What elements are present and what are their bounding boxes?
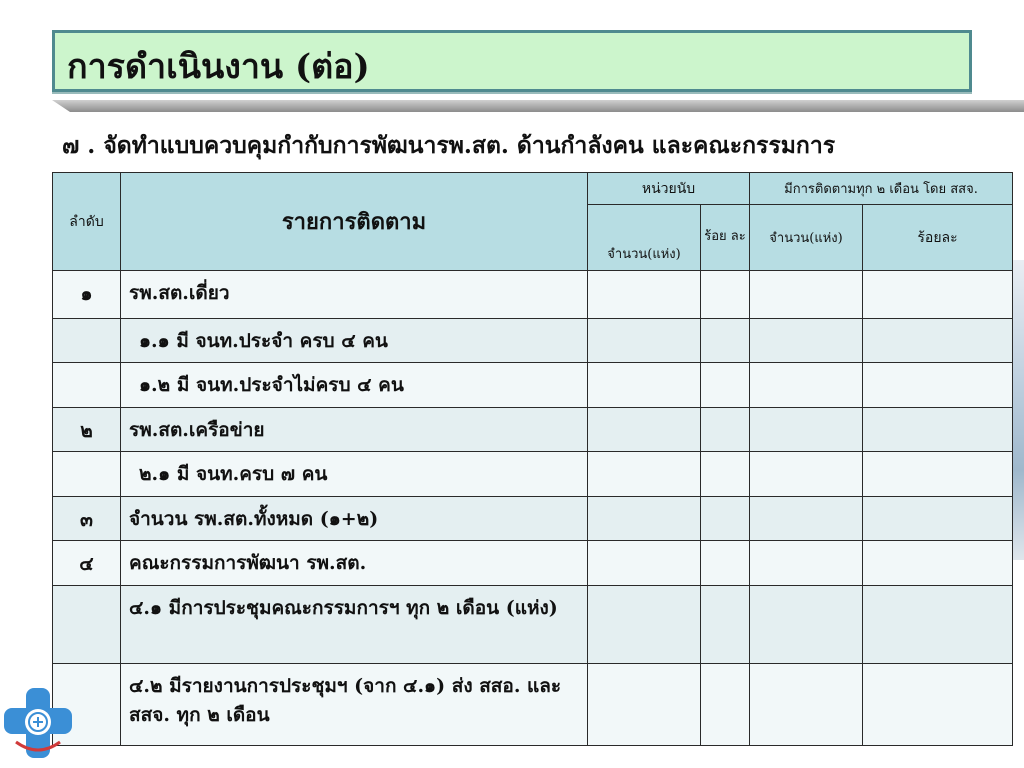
- health-cross-logo-icon: [2, 684, 74, 764]
- cell-empty: [863, 407, 1013, 451]
- row-item: ๔.๒ มีรายงานการประชุมฯ (จาก ๔.๑) ส่ง สสอ. และ สสจ. ทุก ๒ เดือน: [121, 663, 588, 745]
- table-row: [53, 363, 1013, 407]
- header-follow-group: มีการติดตามทุก ๒ เดือน โดย สสจ.: [750, 173, 1013, 205]
- header-unit-count: จำนวน(แห่ง): [588, 205, 701, 271]
- row-item: ๑.๑ มี จนท.ประจำ ครบ ๔ คน: [121, 319, 588, 363]
- header-unit-group: หน่วยนับ: [588, 173, 750, 205]
- row-item: รพ.สต.เดี่ยว: [121, 271, 588, 319]
- cell-empty: [863, 585, 1013, 663]
- cell-empty: [750, 271, 863, 319]
- row-number: ๔: [53, 541, 121, 585]
- cell-empty: [750, 541, 863, 585]
- row-item: ๔.๑ มีการประชุมคณะกรรมการฯ ทุก ๒ เดือน (แห่ง): [121, 585, 588, 663]
- cell-empty: [701, 585, 750, 663]
- table-row: [53, 541, 1013, 585]
- row-number: [53, 363, 121, 407]
- row-item: ๒.๑ มี จนท.ครบ ๗ คน: [121, 452, 588, 496]
- row-item: รพ.สต.เครือข่าย: [121, 407, 588, 451]
- row-number: [53, 585, 121, 663]
- row-number: [53, 452, 121, 496]
- cell-empty: [701, 663, 750, 745]
- cell-empty: [701, 496, 750, 540]
- cell-empty: [750, 452, 863, 496]
- slide-subtitle: ๗ . จัดทำแบบควบคุมกำกับการพัฒนารพ.สต. ด้านกำลังคน และคณะกรรมการ: [62, 132, 836, 159]
- cell-empty: [588, 363, 701, 407]
- table-row: [53, 585, 1013, 663]
- cell-empty: [588, 319, 701, 363]
- row-number: ๓: [53, 496, 121, 540]
- cell-empty: [588, 452, 701, 496]
- row-number: ๒: [53, 407, 121, 451]
- cell-empty: [701, 407, 750, 451]
- cell-empty: [588, 585, 701, 663]
- cell-empty: [701, 452, 750, 496]
- cell-empty: [863, 271, 1013, 319]
- header-follow-count: จำนวน(แห่ง): [750, 205, 863, 271]
- table-row: [53, 452, 1013, 496]
- cell-empty: [701, 363, 750, 407]
- table-row: [53, 319, 1013, 363]
- cell-empty: [863, 541, 1013, 585]
- cell-empty: [750, 585, 863, 663]
- cell-empty: [588, 496, 701, 540]
- cell-empty: [863, 319, 1013, 363]
- title-underline-bar: [52, 100, 1024, 112]
- cell-empty: [750, 363, 863, 407]
- cell-empty: [863, 452, 1013, 496]
- cell-empty: [750, 407, 863, 451]
- cell-empty: [588, 541, 701, 585]
- cell-empty: [863, 496, 1013, 540]
- header-item: รายการติดตาม: [121, 173, 588, 271]
- cell-empty: [701, 319, 750, 363]
- row-item: คณะกรรมการพัฒนา รพ.สต.: [121, 541, 588, 585]
- row-number: ๑: [53, 271, 121, 319]
- cell-empty: [588, 271, 701, 319]
- cell-empty: [863, 363, 1013, 407]
- cell-empty: [588, 407, 701, 451]
- cell-empty: [588, 663, 701, 745]
- tracking-table: [52, 172, 1013, 746]
- slide-title: การดำเนินงาน (ต่อ): [67, 47, 370, 87]
- table-row: [53, 496, 1013, 540]
- table-row: [53, 407, 1013, 451]
- cell-empty: [701, 541, 750, 585]
- header-unit-percent: ร้อย ละ: [701, 205, 750, 271]
- table-row: [53, 663, 1013, 745]
- cell-empty: [863, 663, 1013, 745]
- title-box: [52, 30, 972, 92]
- header-follow-percent: ร้อยละ: [863, 205, 1013, 271]
- row-number: [53, 319, 121, 363]
- table-row: [53, 271, 1013, 319]
- cell-empty: [750, 319, 863, 363]
- cell-empty: [750, 663, 863, 745]
- cell-empty: [750, 496, 863, 540]
- row-item: จำนวน รพ.สต.ทั้งหมด (๑+๒): [121, 496, 588, 540]
- cell-empty: [701, 271, 750, 319]
- header-order: ลำดับ: [53, 173, 121, 271]
- row-item: ๑.๒ มี จนท.ประจำไม่ครบ ๔ คน: [121, 363, 588, 407]
